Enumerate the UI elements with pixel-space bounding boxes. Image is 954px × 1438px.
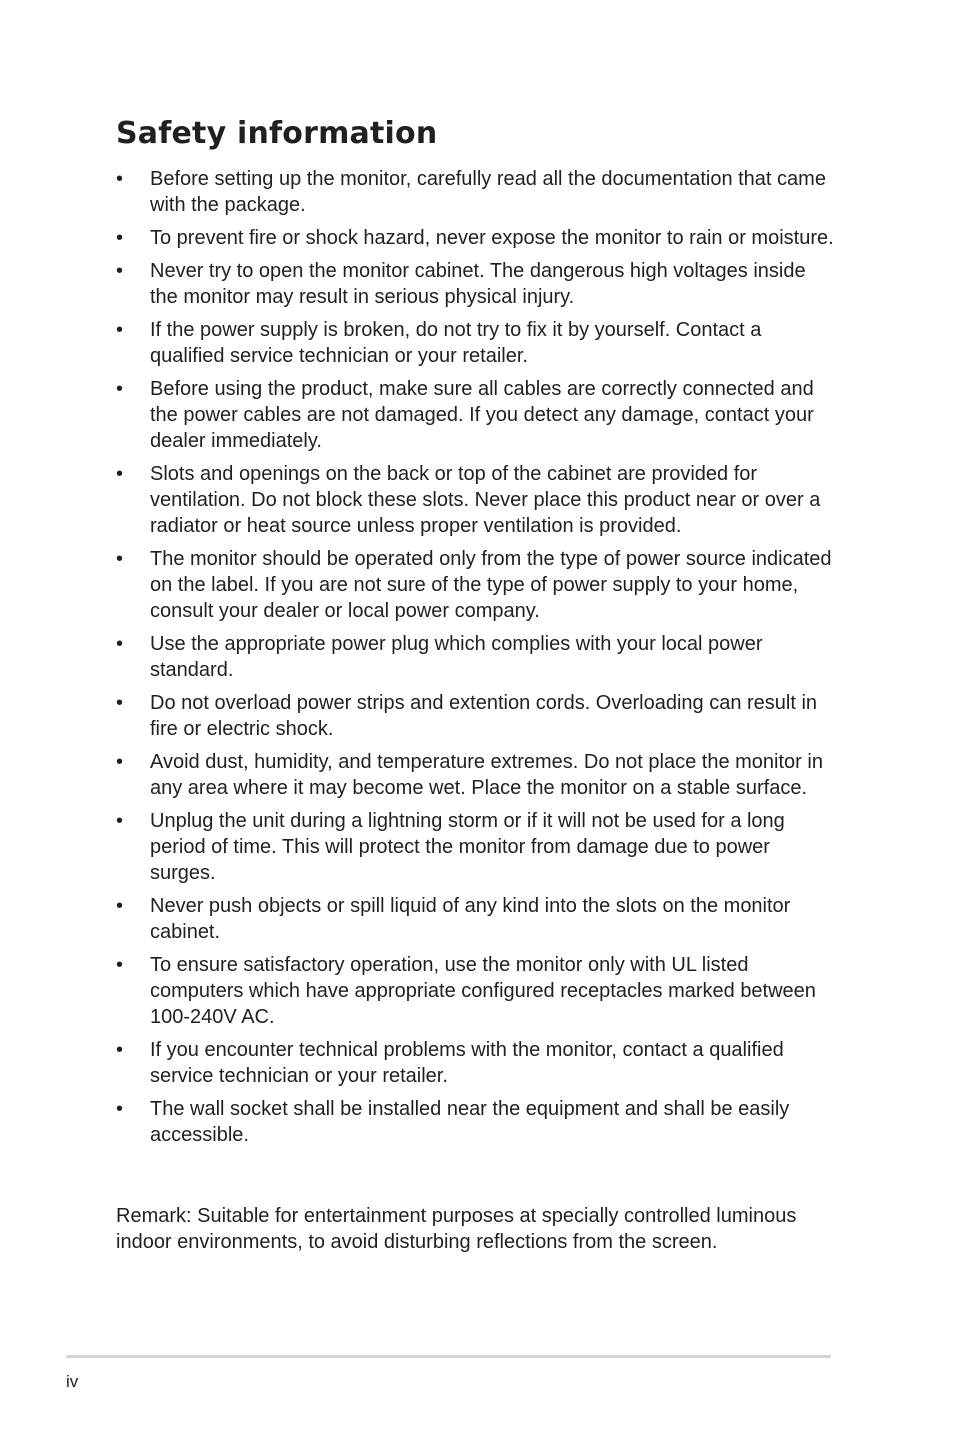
list-item xyxy=(116,952,836,1030)
list-item xyxy=(116,258,836,310)
list-item-text: The monitor should be operated only from the type of power source indicated on the label. If you are not sure of the type of power supply to your home, consult your dealer or local power company. xyxy=(150,548,832,622)
list-item xyxy=(116,1037,836,1089)
bullet: • xyxy=(116,895,124,917)
list-item-text: To ensure satisfactory operation, use the monitor only with UL listed computers which have appropriate configured receptacles marked between 100-240V AC. xyxy=(150,954,816,1028)
list-item-text: If you encounter technical problems with the monitor, contact a qualified service technician or your retailer. xyxy=(150,1039,784,1087)
bullet: • xyxy=(116,463,124,485)
page-number: iv xyxy=(66,1372,79,1391)
list-item-text: Before setting up the monitor, carefully read all the documentation that came with the package. xyxy=(150,168,826,216)
list-item xyxy=(116,631,836,683)
bullet: • xyxy=(116,692,124,714)
list-item-text: The wall socket shall be installed near the equipment and shall be easily accessible. xyxy=(150,1098,790,1146)
list-item xyxy=(116,808,836,886)
list-item-text: Slots and openings on the back or top of the cabinet are provided for ventilation. Do not block these slots. Never place this product near or over a radiator or heat source unless proper ventilation is provided. xyxy=(150,463,821,537)
bullet: • xyxy=(116,751,124,773)
footer-divider xyxy=(66,1355,831,1358)
list-item xyxy=(116,546,836,624)
list-item-text: Use the appropriate power plug which complies with your local power standard. xyxy=(150,633,763,681)
list-item xyxy=(116,749,836,801)
list-item-text: Unplug the unit during a lightning storm or if it will not be used for a long period of time. This will protect the monitor from damage due to power surges. xyxy=(150,810,785,884)
bullet: • xyxy=(116,227,124,249)
list-item-text: To prevent fire or shock hazard, never expose the monitor to rain or moisture. xyxy=(150,227,834,249)
bullet: • xyxy=(116,168,124,190)
list-item-text: Never try to open the monitor cabinet. The dangerous high voltages inside the monitor may result in serious physical injury. xyxy=(150,260,806,308)
bullet: • xyxy=(116,810,124,832)
list-item xyxy=(116,317,836,369)
remark-paragraph: Remark: Suitable for entertainment purposes at specially controlled luminous indoor environments, to avoid disturbing reflections from the screen. xyxy=(116,1205,797,1253)
list-item xyxy=(116,690,836,742)
bullet: • xyxy=(116,319,124,341)
list-item-text: Before using the product, make sure all cables are correctly connected and the power cables are not damaged. If you detect any damage, contact your dealer immediately. xyxy=(150,378,814,452)
list-item-text: If the power supply is broken, do not try to fix it by yourself. Contact a qualified service technician or your retailer. xyxy=(150,319,762,367)
list-item xyxy=(116,376,836,454)
list-item xyxy=(116,1096,836,1148)
list-item-text: Do not overload power strips and extention cords. Overloading can result in fire or electric shock. xyxy=(150,692,818,740)
bullet: • xyxy=(116,954,124,976)
page-title: Safety information xyxy=(116,116,438,151)
list-item-text: Avoid dust, humidity, and temperature extremes. Do not place the monitor in any area where it may become wet. Place the monitor on a stable surface. xyxy=(150,751,823,799)
list-item xyxy=(116,461,836,539)
list-item-text: Never push objects or spill liquid of any kind into the slots on the monitor cabinet. xyxy=(150,895,791,943)
safety-list xyxy=(116,166,836,1155)
list-item xyxy=(116,893,836,945)
bullet: • xyxy=(116,260,124,282)
bullet: • xyxy=(116,1039,124,1061)
bullet: • xyxy=(116,1098,124,1120)
list-item xyxy=(116,225,836,251)
list-item xyxy=(116,166,836,218)
bullet: • xyxy=(116,633,124,655)
bullet: • xyxy=(116,378,124,400)
bullet: • xyxy=(116,548,124,570)
